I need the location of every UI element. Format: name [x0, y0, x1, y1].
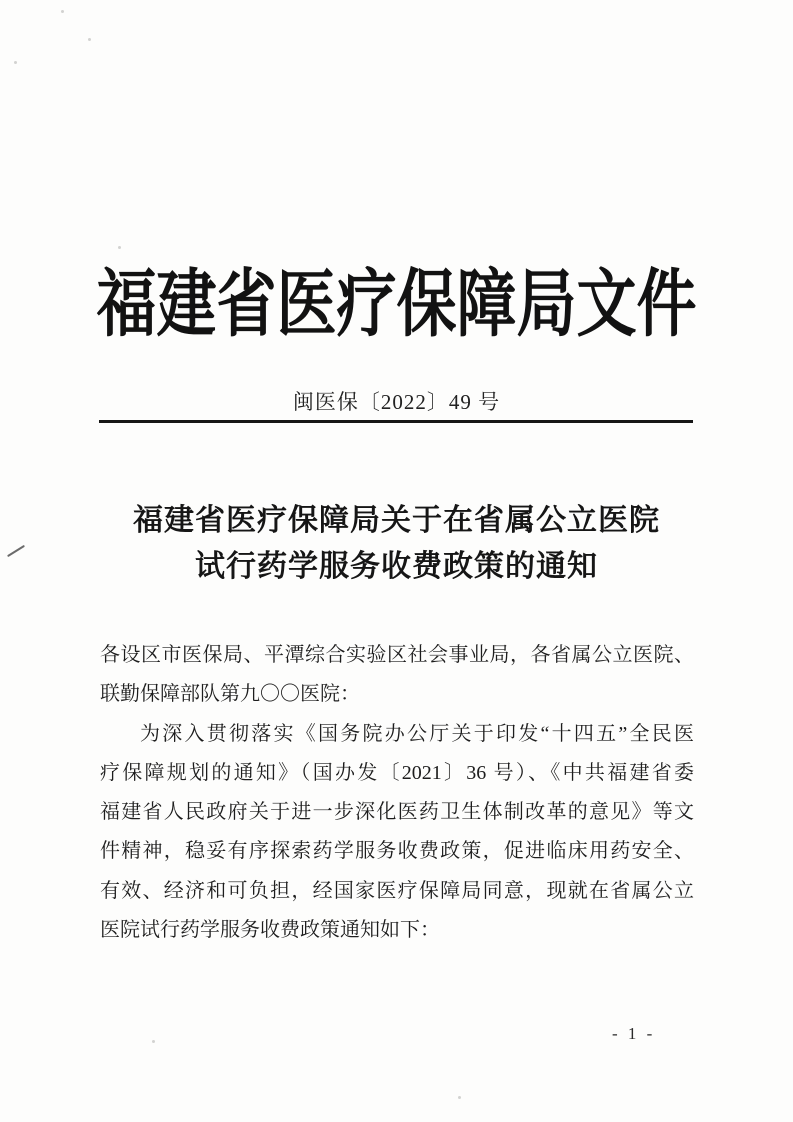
body-line: 各设区市医保局、平潭综合实验区社会事业局，各省属公立医院、 [100, 644, 694, 666]
body-line: 疗保障规划的通知》（国办发〔2021〕36 号）、《中共福建省委 [100, 761, 694, 784]
document-body [100, 636, 694, 950]
letterhead-title: 福建省医疗保障局文件 [96, 264, 697, 345]
document-title-line-2: 试行药学服务收费政策的通知 [195, 550, 598, 583]
body-line: 福建省人民政府关于进一步深化医药卫生体制改革的意见》等文 [100, 801, 694, 824]
page-number: - 1 - [612, 1024, 656, 1043]
letterhead-divider-rule [99, 420, 693, 423]
scan-speck [458, 1096, 461, 1099]
document-title-line-1: 福建省医疗保障局关于在省属公立医院 [133, 504, 660, 537]
scan-speck [152, 1040, 155, 1043]
scan-speck [118, 246, 121, 249]
body-line: 件精神，稳妥有序探索药学服务收费政策，促进临床用药安全、 [100, 840, 694, 863]
document-title [0, 498, 793, 590]
scan-speck [14, 61, 17, 64]
body-line: 为深入贯彻落实《国务院办公厅关于印发“十四五”全民医 [140, 722, 694, 745]
document-number: 闽医保〔2022〕49 号 [292, 390, 501, 414]
body-line: 医院试行药学服务收费政策通知如下： [100, 919, 440, 942]
body-line: 联勤保障部队第九〇〇医院： [100, 683, 360, 706]
scan-speck [88, 38, 91, 41]
body-line: 有效、经济和可负担，经国家医疗保障局同意，现就在省属公立 [100, 879, 694, 902]
scan-speck [61, 10, 64, 13]
